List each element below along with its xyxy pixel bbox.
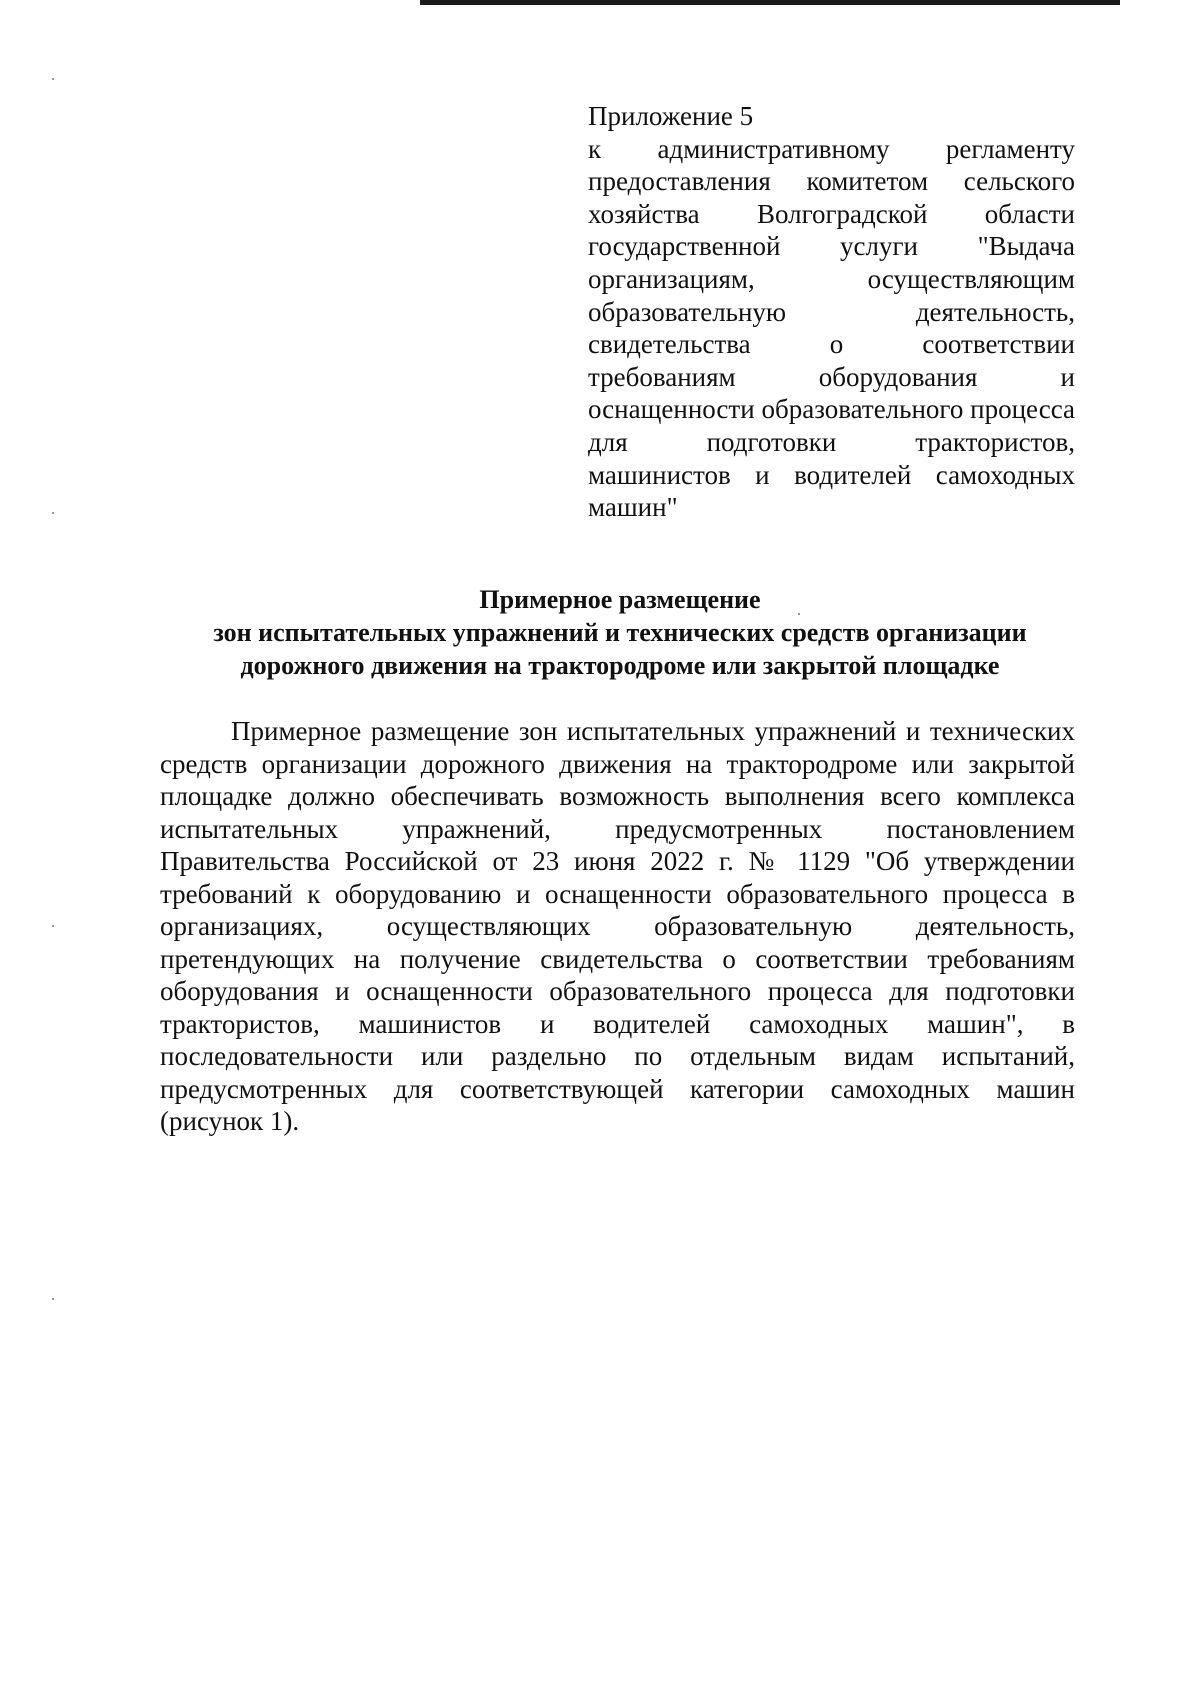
title-line-1: Примерное размещение [479, 585, 761, 614]
scan-speck [52, 78, 54, 80]
appendix-header [588, 100, 1075, 524]
appendix-number: Приложение 5 [588, 101, 754, 131]
body-paragraph: Примерное размещение зон испытательных упражнений и технических средств организации дорожного движения на трактородроме или закрытой площадке должно обеспечивать возможность выполнения всего комплекса испытательных упражнений, предусмотренных постановлением Правительства Российской от 23 июня 2022 г. № 1129 "Об утверждении требований к оборудованию и оснащенности образовательного процесса в организациях, осуществляющих образовательную деятельность, претендующих на получение свидетельства о соответствии требованиям оборудования и оснащенности образовательного процесса для подготовки трактористов, машинистов и водителей самоходных машин", в последовательности или раздельно по отдельным видам испытаний, предусмотренных для соответствующей категории самоходных машин (рисунок 1). [160, 716, 1075, 1136]
scan-speck [52, 1298, 54, 1300]
appendix-text: к административному регламенту предоставления комитетом сельского хозяйства Волгоградской области государственной услуги "Выдача организациям, осуществляющим образовательную деятельность, свидетельства о соответствии требованиям оборудования и оснащенности образовательного процесса для подготовки трактористов, машинистов и водителей самоходных машин" [588, 133, 1075, 523]
scan-speck [52, 512, 54, 514]
scan-top-border [420, 0, 1120, 5]
document-title [130, 583, 1110, 682]
title-line-3: дорожного движения на трактородроме или закрытой площадке [240, 651, 1000, 680]
scan-speck [52, 925, 54, 927]
title-line-2: зон испытательных упражнений и технических средств организации [213, 618, 1027, 647]
